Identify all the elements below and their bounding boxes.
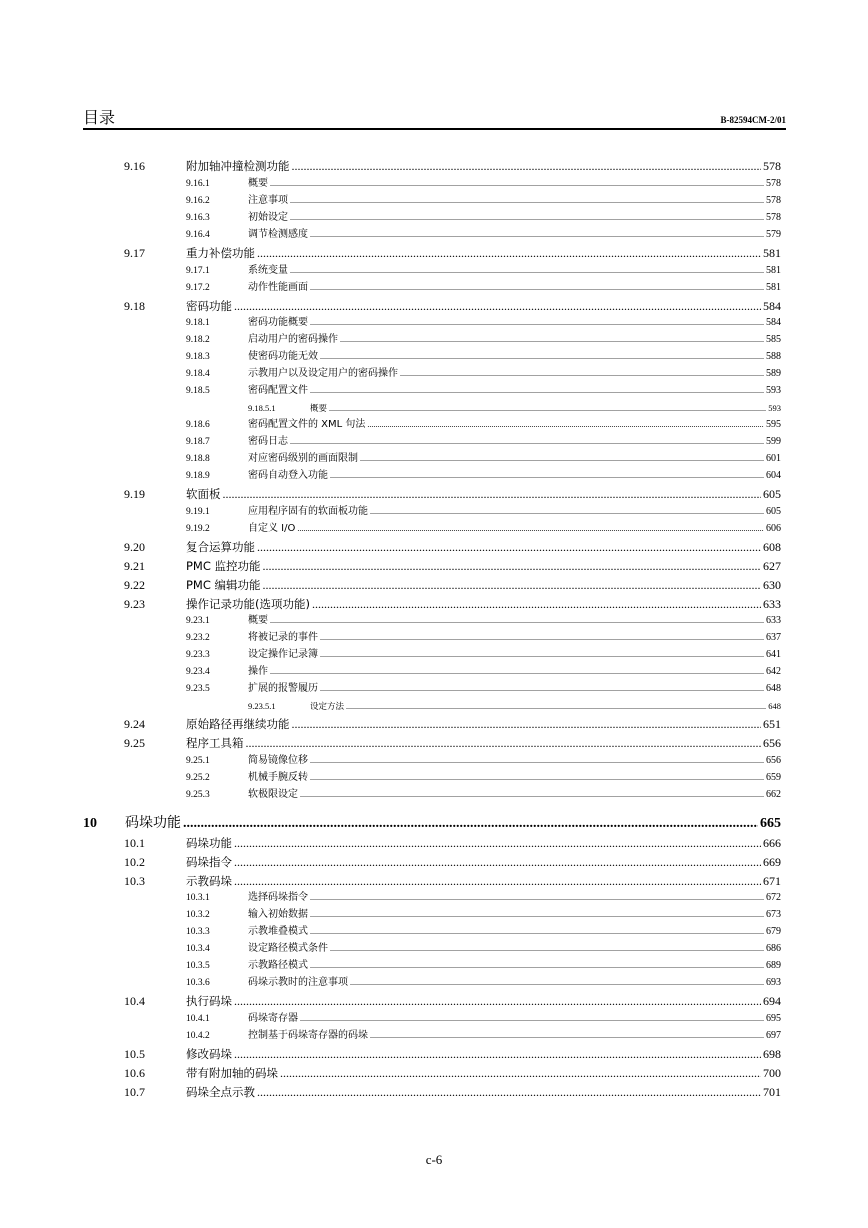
- dot-leader: [320, 647, 764, 663]
- toc-entry[interactable]: [186, 280, 781, 296]
- toc-entry-page: 695: [766, 1013, 781, 1025]
- toc-entry-page: 605: [766, 506, 781, 518]
- toc-entry[interactable]: [186, 907, 781, 923]
- toc-entry-number: 9.18.5: [186, 386, 210, 397]
- toc-entry-number: 9.20: [124, 540, 145, 555]
- toc-entry-page: 672: [766, 892, 781, 904]
- toc-entry-number: 9.16.1: [186, 178, 210, 189]
- dot-leader: [270, 664, 764, 680]
- toc-entry-title: 码垛示教时的注意事项: [248, 977, 348, 989]
- toc-entry-page: 593: [766, 385, 781, 397]
- toc-entry-number: 9.22: [124, 577, 145, 592]
- toc-entry[interactable]: [186, 193, 781, 209]
- toc-entry[interactable]: [248, 698, 781, 714]
- toc-entry[interactable]: [124, 576, 781, 594]
- toc-entry-title: 设定路径模式条件: [248, 943, 328, 955]
- toc-entry-title: 附加轴冲撞检测功能: [186, 159, 290, 173]
- toc-entry[interactable]: [124, 485, 781, 503]
- toc-entry-page: 697: [766, 1030, 781, 1042]
- toc-entry-title: 注意事项: [248, 194, 288, 206]
- toc-entry-number: 10.3.6: [186, 978, 210, 989]
- toc-entry-title: PMC 编辑功能: [186, 577, 261, 592]
- dot-leader: [310, 924, 764, 940]
- toc-entry-number: 9.25.1: [186, 756, 210, 766]
- toc-entry-number: 9.16.2: [186, 195, 210, 206]
- toc-entry-title: 重力补偿功能: [186, 245, 255, 260]
- toc-entry[interactable]: [186, 613, 781, 629]
- toc-entry-number: 9.18.9: [186, 471, 210, 482]
- toc-entry-page: 698: [763, 1047, 781, 1062]
- toc-entry-page: 665: [760, 816, 781, 831]
- toc-entry-page: 584: [763, 298, 781, 313]
- toc-entry-title: 码垛指令: [186, 854, 232, 869]
- toc-entry-title: 操作记录功能(选项功能): [186, 596, 310, 611]
- toc-entry-title: 示教路径模式: [248, 960, 308, 972]
- toc-entry[interactable]: [124, 1064, 781, 1082]
- toc-entry-page: 648: [768, 701, 781, 712]
- toc-entry-title: 使密码功能无效: [248, 351, 318, 363]
- toc-entry-title: 示教用户以及设定用户的密码操作: [248, 368, 398, 380]
- toc-entry[interactable]: [186, 630, 781, 646]
- toc-entry[interactable]: [83, 812, 781, 834]
- toc-entry-page: 642: [766, 666, 781, 678]
- toc-entry-number: 9.17.1: [186, 265, 210, 276]
- toc-entry-number: 9.25.3: [186, 790, 210, 800]
- toc-entry-number: 9.16.3: [186, 212, 210, 223]
- toc-entry-title: 调节检测感度: [248, 228, 308, 240]
- dot-leader: [290, 434, 764, 450]
- toc-entry-page: 601: [766, 453, 781, 465]
- toc-entry-number: 9.16.4: [186, 229, 210, 240]
- dot-leader: [400, 366, 764, 382]
- toc-entry-number: 10.4.1: [186, 1014, 210, 1025]
- toc-entry-page: 641: [766, 649, 781, 661]
- dot-leader: [257, 244, 761, 262]
- dot-leader: [310, 890, 764, 906]
- dot-leader: [290, 263, 764, 279]
- toc-entry[interactable]: [186, 664, 781, 680]
- dot-leader: [270, 613, 764, 629]
- toc-entry-page: 595: [766, 419, 781, 431]
- toc-entry-title: 修改码垛: [186, 1047, 232, 1062]
- toc-entry-number: 10.5: [124, 1047, 145, 1062]
- toc-entry-page: 589: [766, 368, 781, 380]
- toc-entry-title: 扩展的报警履历: [248, 683, 318, 695]
- toc-entry-page: 679: [766, 926, 781, 938]
- toc-entry-number: 10.4: [124, 994, 145, 1009]
- toc-entry[interactable]: [186, 1028, 781, 1044]
- toc-entry-page: 581: [763, 245, 781, 260]
- toc-entry-page: 662: [766, 789, 781, 800]
- dot-leader: [257, 1083, 761, 1101]
- toc-entry-title: 码垛功能: [186, 836, 232, 850]
- toc-entry-page: 651: [763, 717, 781, 732]
- toc-entry[interactable]: [124, 1045, 781, 1063]
- toc-entry-title: 控制基于码垛寄存器的码垛: [248, 1030, 368, 1042]
- header-title: 目录: [83, 108, 116, 127]
- toc-entry[interactable]: [186, 468, 781, 484]
- toc-entry-page: 693: [766, 977, 781, 989]
- toc-entry[interactable]: [186, 924, 781, 940]
- dot-leader: [360, 451, 764, 467]
- toc-entry-number: 10.3.3: [186, 927, 210, 938]
- toc-entry[interactable]: [186, 1011, 781, 1027]
- toc-entry-title: 操作: [248, 666, 268, 678]
- dot-leader: [330, 941, 764, 957]
- page-number: c-6: [425, 1152, 443, 1167]
- dot-leader: [312, 595, 761, 613]
- toc-entry-title: 示教码垛: [186, 873, 232, 888]
- toc-entry-number: 10.4.2: [186, 1031, 210, 1042]
- toc-entry-page: 593: [768, 403, 781, 414]
- toc-entry-number: 9.23.4: [186, 667, 210, 678]
- dot-leader: [330, 468, 764, 484]
- toc-entry-number: 9.18.5.1: [248, 403, 276, 414]
- toc-entry-page: 689: [766, 960, 781, 972]
- toc-entry-number: 9.23: [124, 596, 145, 611]
- toc-entry-number: 9.17.2: [186, 282, 210, 293]
- toc-entry-page: 579: [766, 228, 781, 240]
- toc-entry[interactable]: [124, 244, 781, 262]
- dot-leader: [320, 349, 764, 365]
- toc-entry[interactable]: [186, 975, 781, 991]
- dot-leader: [320, 681, 764, 697]
- toc-entry-number: 9.25: [124, 736, 145, 751]
- toc-entry[interactable]: [124, 853, 781, 871]
- dot-leader: [310, 383, 764, 399]
- toc-entry-page: 608: [763, 540, 781, 555]
- toc-entry[interactable]: [186, 434, 781, 450]
- dot-leader: [310, 315, 764, 331]
- toc-entry[interactable]: [186, 366, 781, 382]
- toc-entry-number: 9.18.3: [186, 352, 210, 363]
- dot-leader: [290, 193, 764, 209]
- toc-entry-number: 9.18.1: [186, 318, 210, 329]
- toc-entry[interactable]: [124, 557, 781, 575]
- toc-entry[interactable]: [186, 315, 781, 331]
- toc-entry-title: 自定义 I/O: [248, 523, 296, 535]
- dot-leader: [270, 176, 764, 192]
- toc-entry-page: 648: [766, 683, 781, 695]
- dot-leader: [310, 770, 764, 786]
- dot-leader: [340, 332, 764, 348]
- toc-entry-page: 633: [766, 615, 781, 627]
- toc-entry-page: 578: [766, 177, 781, 189]
- toc-entry-number: 10: [83, 816, 97, 831]
- toc-entry-page: 633: [763, 596, 781, 611]
- toc-entry-number: 9.25.2: [186, 773, 210, 783]
- toc-entry-title: 对应密码级别的画面限制: [248, 453, 358, 465]
- toc-entry-title: 动作性能画面: [248, 281, 308, 293]
- toc-entry-page: 637: [766, 632, 781, 644]
- toc-entry-page: 700: [763, 1066, 781, 1080]
- toc-entry-title: 启动用户的密码操作: [248, 334, 338, 346]
- dot-leader: [367, 417, 764, 433]
- dot-leader: [234, 1045, 761, 1063]
- toc-entry[interactable]: [186, 941, 781, 957]
- toc-entry-page: 630: [763, 577, 781, 592]
- dot-leader: [310, 280, 764, 296]
- page-header: [83, 108, 786, 130]
- toc-entry-page: 606: [766, 523, 781, 535]
- toc-entry-title: 码垛功能: [125, 815, 181, 831]
- toc-entry-page: 588: [766, 351, 781, 363]
- toc-entry[interactable]: [124, 734, 781, 752]
- toc-entry-number: 9.18.2: [186, 335, 210, 346]
- toc-entry-page: 584: [766, 317, 781, 329]
- dot-leader: [234, 992, 761, 1010]
- toc-entry-page: 666: [763, 836, 781, 850]
- toc-entry[interactable]: [186, 263, 781, 279]
- toc-entry[interactable]: [124, 872, 781, 890]
- toc-entry-title: 码垛寄存器: [248, 1013, 298, 1025]
- toc-entry-title: 软极限设定: [248, 789, 298, 800]
- toc-entry[interactable]: [186, 787, 781, 803]
- toc-entry-number: 9.18.8: [186, 454, 210, 465]
- dot-leader: [346, 698, 766, 715]
- toc-entry-number: 9.18.4: [186, 369, 210, 380]
- toc-entry-number: 10.3.4: [186, 944, 210, 955]
- toc-entry-title: 密码功能概要: [248, 317, 308, 329]
- toc-entry[interactable]: [124, 297, 781, 315]
- toc-entry-title: 概要: [248, 615, 268, 627]
- toc-entry-title: 初始设定: [248, 211, 288, 223]
- toc-entry[interactable]: [186, 890, 781, 906]
- toc-entry-number: 10.3.2: [186, 910, 210, 921]
- toc-entry-title: 密码功能: [186, 298, 232, 313]
- toc-entry-page: 578: [766, 194, 781, 206]
- toc-entry-page: 686: [766, 943, 781, 955]
- dot-leader: [297, 521, 764, 537]
- toc-entry-number: 9.18.6: [186, 420, 210, 431]
- toc-entry[interactable]: [186, 681, 781, 697]
- toc-entry-number: 9.24: [124, 717, 145, 732]
- toc-entry[interactable]: [124, 834, 781, 852]
- toc-entry-title: 软面板: [186, 487, 221, 502]
- dot-leader: [246, 734, 762, 752]
- toc-entry[interactable]: [124, 1083, 781, 1101]
- toc-entry[interactable]: [186, 176, 781, 192]
- toc-entry-number: 9.16: [124, 159, 145, 173]
- toc-entry[interactable]: [186, 958, 781, 974]
- toc-entry[interactable]: [186, 647, 781, 663]
- toc-entry-title: 概要: [248, 177, 268, 189]
- toc-entry-page: 656: [763, 736, 781, 751]
- toc-entry[interactable]: [124, 595, 781, 613]
- dot-leader: [234, 297, 761, 315]
- toc-entry-page: 578: [763, 159, 781, 173]
- toc-entry-number: 10.7: [124, 1084, 145, 1099]
- toc-entry-number: 10.3.5: [186, 961, 210, 972]
- toc-entry-page: 585: [766, 334, 781, 346]
- document-number: B-82594CM-2/01: [720, 115, 786, 125]
- toc-entry-page: 656: [766, 755, 781, 766]
- toc-entry-number: 10.3.1: [186, 893, 210, 904]
- dot-leader: [310, 958, 764, 974]
- dot-leader: [223, 485, 762, 503]
- dot-leader: [234, 853, 761, 871]
- toc-entry-number: 9.23.5: [186, 684, 210, 695]
- dot-leader: [234, 834, 761, 852]
- toc-entry-title: 设定操作记录簿: [248, 649, 318, 661]
- dot-leader: [310, 907, 764, 923]
- dot-leader: [320, 630, 764, 646]
- toc-entry-number: 9.19.2: [186, 524, 210, 535]
- toc-entry-title: 原始路径再继续功能: [186, 717, 290, 732]
- toc-entry-page: 581: [766, 281, 781, 293]
- toc-entry-title: 示教堆叠模式: [248, 926, 308, 938]
- toc-entry-title: 密码日志: [248, 436, 288, 448]
- toc-entry-number: 9.23.2: [186, 633, 210, 644]
- toc-entry-title: 将被记录的事件: [248, 632, 318, 644]
- toc-entry-title: 概要: [310, 404, 328, 415]
- toc-entry-page: 694: [763, 994, 781, 1009]
- dot-leader: [257, 538, 761, 556]
- toc-entry-title: 系统变量: [248, 264, 288, 276]
- toc-entry-title: 设定方法: [310, 702, 345, 713]
- toc-entry-title: 程序工具箱: [186, 736, 244, 751]
- toc-entry[interactable]: [186, 417, 781, 433]
- toc-entry[interactable]: [186, 770, 781, 786]
- dot-leader: [290, 210, 764, 226]
- toc-entry-number: 9.17: [124, 245, 145, 260]
- toc-entry[interactable]: [186, 349, 781, 365]
- toc-entry[interactable]: [124, 538, 781, 556]
- toc-entry[interactable]: [124, 992, 781, 1010]
- toc-entry[interactable]: [186, 753, 781, 769]
- toc-entry-number: 10.2: [124, 854, 145, 869]
- toc-entry-page: 671: [763, 873, 781, 888]
- toc-entry[interactable]: [186, 521, 781, 537]
- dot-leader: [350, 975, 764, 991]
- toc-entry[interactable]: [186, 210, 781, 226]
- dot-leader: [263, 557, 761, 575]
- dot-leader: [300, 1011, 764, 1027]
- toc-entry-number: 9.19: [124, 487, 145, 502]
- toc-entry[interactable]: [186, 383, 781, 399]
- toc-entry-page: 627: [763, 559, 781, 573]
- dot-leader: [292, 157, 762, 175]
- toc-entry-page: 669: [763, 854, 781, 869]
- toc-entry-page: 604: [766, 470, 781, 482]
- toc-entry-number: 9.18.7: [186, 437, 210, 448]
- toc-entry-number: 9.23.1: [186, 616, 210, 627]
- toc-entry-number: 9.18: [124, 298, 145, 313]
- dot-leader: [234, 872, 761, 890]
- dot-leader: [370, 1028, 764, 1044]
- toc-entry-title: 密码配置文件: [248, 385, 308, 397]
- toc-entry[interactable]: [186, 332, 781, 348]
- toc-entry-page: 581: [766, 264, 781, 276]
- dot-leader: [183, 813, 758, 835]
- toc-entry[interactable]: [186, 504, 781, 520]
- toc-entry-page: 701: [763, 1084, 781, 1099]
- toc-entry[interactable]: [248, 400, 781, 416]
- toc-entry[interactable]: [124, 715, 781, 733]
- toc-entry[interactable]: [186, 227, 781, 243]
- toc-entry-number: 10.6: [124, 1066, 145, 1080]
- toc-entry-number: 10.1: [124, 836, 145, 850]
- toc-entry-title: 码垛全点示教: [186, 1084, 255, 1099]
- toc-entry-title: 密码自动登入功能: [248, 470, 328, 482]
- dot-leader: [310, 753, 764, 769]
- dot-leader: [310, 227, 764, 243]
- dot-leader: [263, 576, 761, 594]
- toc-entry[interactable]: [186, 451, 781, 467]
- toc-entry-title: 带有附加轴的码垛: [186, 1066, 278, 1080]
- dot-leader: [292, 715, 762, 733]
- toc-entry-number: 9.19.1: [186, 507, 210, 518]
- dot-leader: [280, 1064, 761, 1082]
- toc-entry-title: 密码配置文件的 XML 句法: [248, 419, 366, 431]
- toc-entry-title: PMC 监控功能: [186, 559, 261, 573]
- dot-leader: [370, 504, 764, 520]
- toc-entry-number: 9.21: [124, 559, 145, 573]
- toc-entry-page: 659: [766, 772, 781, 783]
- toc-entry-title: 复合运算功能: [186, 540, 255, 555]
- toc-entry-title: 应用程序固有的软面板功能: [248, 506, 368, 518]
- toc-entry-title: 输入初始数据: [248, 909, 308, 921]
- toc-entry-number: 9.23.3: [186, 650, 210, 661]
- toc-entry-page: 673: [766, 909, 781, 921]
- toc-entry-title: 机械手腕反转: [248, 772, 308, 783]
- toc-entry-page: 578: [766, 211, 781, 223]
- toc-entry-page: 605: [763, 487, 781, 502]
- toc-entry-title: 执行码垛: [186, 994, 232, 1009]
- dot-leader: [329, 400, 766, 417]
- dot-leader: [300, 787, 764, 803]
- toc-entry-page: 599: [766, 436, 781, 448]
- toc-entry-title: 选择码垛指令: [248, 892, 308, 904]
- toc-entry-number: 10.3: [124, 873, 145, 888]
- toc-entry-title: 简易镜像位移: [248, 755, 308, 766]
- toc-entry-number: 9.23.5.1: [248, 701, 276, 712]
- toc-entry[interactable]: [124, 157, 781, 175]
